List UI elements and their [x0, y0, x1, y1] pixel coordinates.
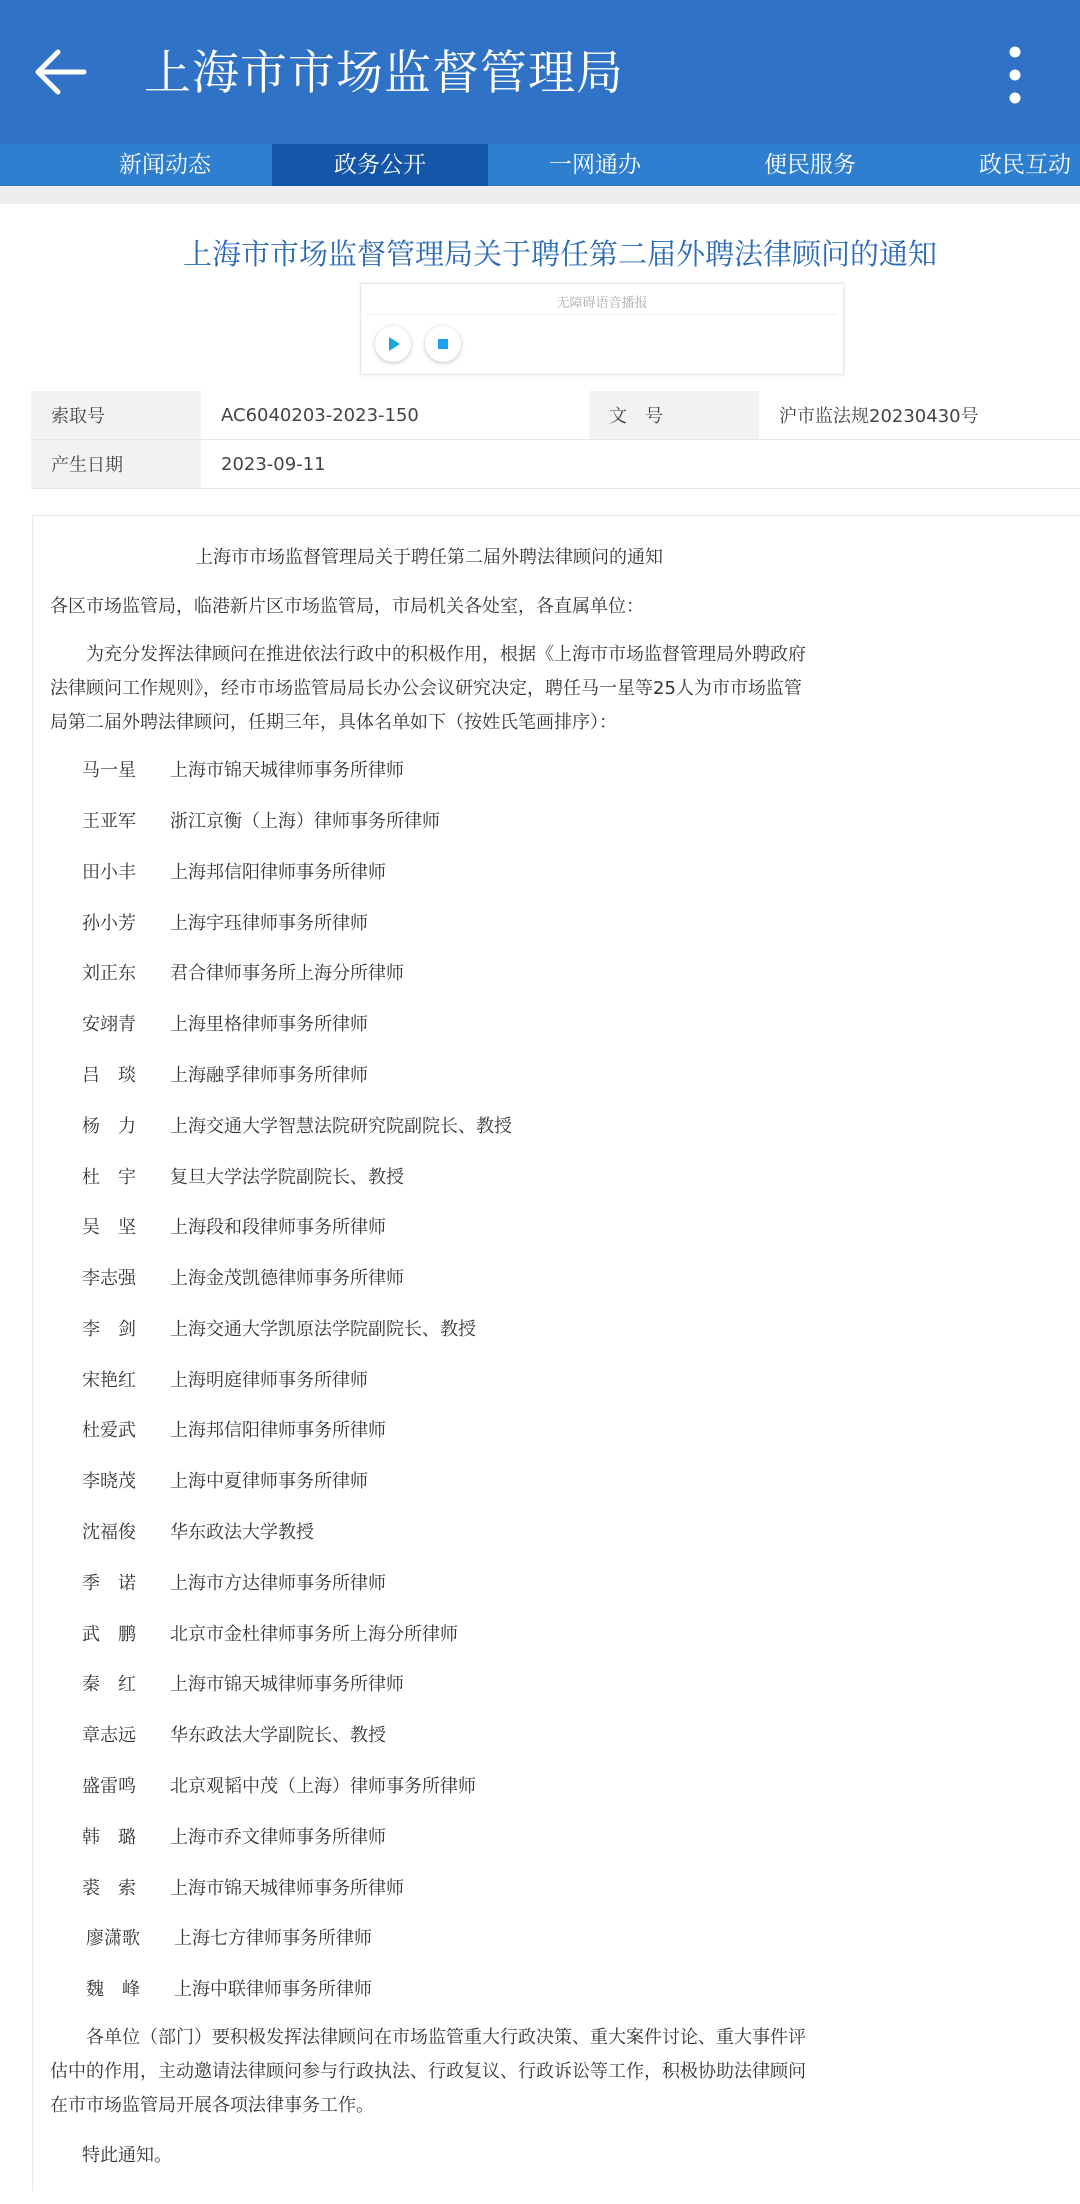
member-name: 孙小芳	[82, 913, 136, 934]
member-name: 李志强	[82, 1268, 136, 1289]
member-name: 裘 索	[82, 1878, 136, 1899]
member-org: 上海七方律师事务所律师	[174, 1928, 372, 1949]
salutation: 各区市场监管局，临港新片区市场监管局，市局机关各处室，各直属单位：	[50, 596, 644, 617]
list-item	[82, 858, 386, 884]
tab-one-stop[interactable]: 一网通办	[549, 152, 641, 178]
list-item	[82, 1416, 386, 1442]
member-name: 杜爱武	[82, 1420, 136, 1441]
play-icon	[375, 326, 411, 362]
docno-label: 文 号	[589, 391, 759, 440]
member-org: 浙江京衡（上海）律师事务所律师	[170, 811, 440, 832]
list-item	[82, 1874, 404, 1900]
list-item	[82, 1620, 458, 1646]
member-org: 上海中夏律师事务所律师	[170, 1471, 368, 1492]
app-title: 上海市市场监督管理局	[144, 46, 624, 101]
member-name: 宋艳红	[82, 1370, 136, 1391]
docno-value: 沪市监法规20230430号	[759, 391, 1080, 440]
member-name: 吴 坚	[82, 1217, 136, 1238]
member-org: 上海段和段律师事务所律师	[170, 1217, 386, 1238]
member-org: 华东政法大学教授	[170, 1522, 314, 1543]
member-org: 上海交通大学智慧法院研究院副院长、教授	[170, 1116, 512, 1137]
list-item	[82, 1061, 368, 1087]
member-org: 上海市锦天城律师事务所律师	[170, 760, 404, 781]
member-name: 秦 红	[82, 1674, 136, 1695]
member-name: 杜 宇	[82, 1167, 136, 1188]
list-item	[82, 1518, 314, 1544]
member-org: 华东政法大学副院长、教授	[170, 1725, 386, 1746]
document-heading: 上海市市场监督管理局关于聘任第二届外聘法律顾问的通知	[195, 547, 663, 568]
list-item	[82, 807, 440, 833]
nav-tabs	[0, 144, 1080, 186]
member-org: 上海明庭律师事务所律师	[170, 1370, 368, 1391]
member-name: 李 剑	[82, 1319, 136, 1340]
table-row	[31, 440, 1080, 489]
list-item	[82, 1670, 404, 1696]
member-org: 上海市方达律师事务所律师	[170, 1573, 386, 1594]
list-item	[82, 1163, 404, 1189]
member-org: 上海市锦天城律师事务所律师	[170, 1674, 404, 1695]
member-org: 上海市乔文律师事务所律师	[170, 1827, 386, 1848]
stop-button[interactable]	[425, 326, 461, 362]
article-title: 上海市市场监督管理局关于聘任第二届外聘法律顾问的通知	[182, 237, 937, 271]
member-org: 上海融孚律师事务所律师	[170, 1065, 368, 1086]
member-name: 王亚军	[82, 811, 136, 832]
tab-services[interactable]: 便民服务	[764, 152, 856, 178]
member-name: 韩 璐	[82, 1827, 136, 1848]
app-bar	[0, 0, 1080, 144]
member-org: 北京观韬中茂（上海）律师事务所律师	[170, 1776, 476, 1797]
divider	[0, 186, 1080, 204]
list-item	[82, 1315, 476, 1341]
member-name: 马一星	[82, 760, 136, 781]
date-label: 产生日期	[31, 440, 201, 489]
member-name: 刘正东	[82, 963, 136, 984]
list-item	[82, 1264, 404, 1290]
audio-player	[360, 283, 844, 375]
member-name: 廖潇歌	[86, 1928, 140, 1949]
member-name: 吕 琰	[82, 1065, 136, 1086]
member-org: 上海金茂凯德律师事务所律师	[170, 1268, 404, 1289]
back-arrow-icon[interactable]	[30, 42, 90, 102]
index-value: AC6040203-2023-150	[201, 391, 589, 440]
member-org: 上海市锦天城律师事务所律师	[170, 1878, 404, 1899]
member-org: 北京市金杜律师事务所上海分所律师	[170, 1624, 458, 1645]
list-item	[82, 1112, 512, 1138]
list-item	[82, 1823, 386, 1849]
member-org: 上海里格律师事务所律师	[170, 1014, 368, 1035]
index-label: 索取号	[31, 391, 201, 440]
member-name: 田小丰	[82, 862, 136, 883]
member-name: 盛雷鸣	[82, 1776, 136, 1797]
member-org: 上海邦信阳律师事务所律师	[170, 1420, 386, 1441]
more-vertical-icon[interactable]	[995, 44, 1035, 106]
list-item	[86, 1924, 372, 1950]
member-name: 安翊青	[82, 1014, 136, 1035]
list-item	[82, 1721, 386, 1747]
list-item	[82, 909, 368, 935]
member-name: 杨 力	[82, 1116, 136, 1137]
list-item	[82, 756, 404, 782]
member-name: 魏 峰	[86, 1979, 140, 2000]
member-org: 复旦大学法学院副院长、教授	[170, 1167, 404, 1188]
audio-label: 无障碍语音播报	[556, 296, 648, 311]
intro-paragraph: 为充分发挥法律顾问在推进依法行政中的积极作用，根据《上海市市场监督管理局外聘政府法律顾问工作规则》，经市市场监管局局长办公会议研究决定，聘任马一星等25人为市市场监管局第二届外聘法律顾问，任期三年，具体名单如下（按姓氏笔画排序）：	[50, 644, 806, 733]
list-item	[82, 1213, 386, 1239]
tab-interaction[interactable]: 政民互动	[979, 152, 1071, 178]
document-meta-table	[31, 391, 1080, 489]
member-org: 上海宇珏律师事务所律师	[170, 913, 368, 934]
tab-gov-affairs[interactable]: 政务公开	[272, 144, 488, 186]
member-org: 上海邦信阳律师事务所律师	[170, 862, 386, 883]
list-item	[82, 1467, 368, 1493]
divider	[367, 314, 837, 315]
list-item	[82, 1569, 386, 1595]
list-item	[82, 959, 404, 985]
closing-text: 特此通知。	[82, 2145, 172, 2166]
tab-news[interactable]: 新闻动态	[119, 152, 211, 178]
play-button[interactable]	[375, 326, 411, 362]
conclusion-paragraph: 各单位（部门）要积极发挥法律顾问在市场监管重大行政决策、重大案件讨论、重大事件评估中的作用，主动邀请法律顾问参与行政执法、行政复议、行政诉讼等工作，积极协助法律顾问在市市场监管局开展各项法律事务工作。	[50, 2027, 806, 2116]
member-name: 沈福俊	[82, 1522, 136, 1543]
table-row	[31, 391, 1080, 440]
stop-icon	[425, 326, 461, 362]
member-name: 李晓茂	[82, 1471, 136, 1492]
member-org: 上海交通大学凯原法学院副院长、教授	[170, 1319, 476, 1340]
member-name: 季 诺	[82, 1573, 136, 1594]
member-name: 章志远	[82, 1725, 136, 1746]
date-value: 2023-09-11	[201, 440, 1080, 489]
list-item	[82, 1366, 368, 1392]
member-name: 武 鹏	[82, 1624, 136, 1645]
list-item	[82, 1772, 476, 1798]
member-org: 上海中联律师事务所律师	[174, 1979, 372, 2000]
list-item	[82, 1010, 368, 1036]
member-org: 君合律师事务所上海分所律师	[170, 963, 404, 984]
list-item	[86, 1975, 372, 2001]
